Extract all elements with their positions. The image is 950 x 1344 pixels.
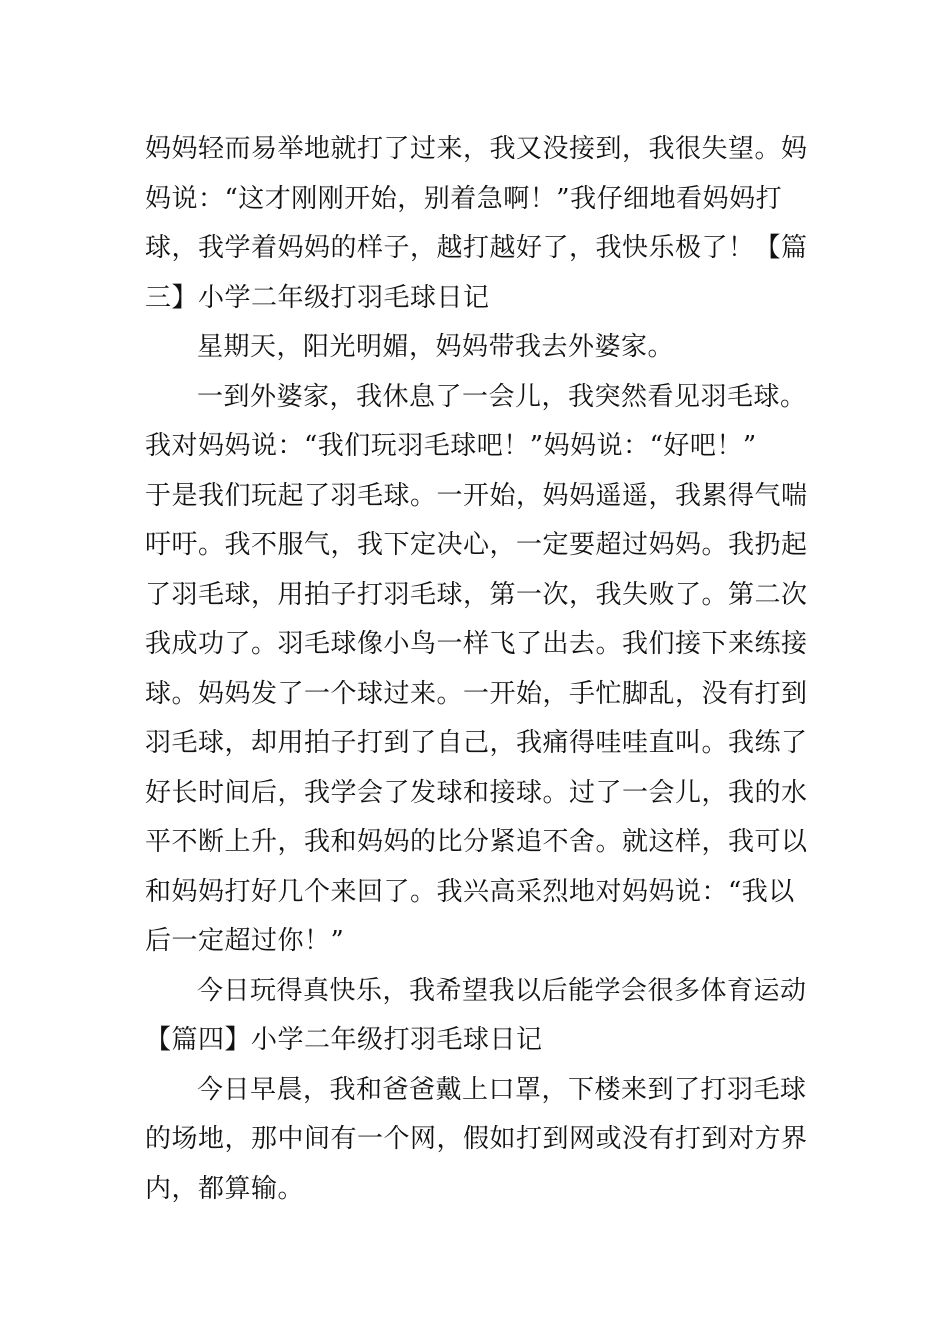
- text-line: 内，都算输。: [145, 1173, 305, 1204]
- text-line: 球。妈妈发了一个球过来。一开始，手忙脚乱，没有打到: [145, 678, 808, 709]
- body-text: [145, 125, 807, 1214]
- section-heading-line: 【篇四】小学二年级打羽毛球日记: [145, 1025, 543, 1055]
- text-line: 我对妈妈说：“我们玩羽毛球吧！”妈妈说：“好吧！”: [145, 431, 757, 461]
- text-line: 后一定超过你！”: [145, 926, 345, 956]
- paragraph-start-line: 一到外婆家，我休息了一会儿，我突然看见羽毛球。: [197, 381, 807, 412]
- text-line: 于是我们玩起了羽毛球。一开始，妈妈遥遥，我累得气喘: [145, 480, 808, 511]
- paragraph-start-line: 今日玩得真快乐，我希望我以后能学会很多体育运动: [197, 975, 807, 1006]
- text-line: 平不断上升，我和妈妈的比分紧追不舍。就这样，我可以: [145, 827, 808, 857]
- paragraph-start-line: 今日早晨，我和爸爸戴上口罩，下楼来到了打羽毛球: [197, 1074, 807, 1105]
- text-line: 球，我学着妈妈的样子，越打越好了，我快乐极了！【篇: [145, 233, 808, 263]
- text-line: 羽毛球，却用拍子打到了自己，我痛得哇哇直叫。我练了: [145, 728, 808, 758]
- text-line: 的场地，那中间有一个网，假如打到网或没有打到对方界: [145, 1124, 808, 1154]
- text-line: 吁吁。我不服气，我下定决心，一定要超过妈妈。我扔起: [145, 530, 808, 560]
- paragraph-start-line: 星期天，阳光明媚，妈妈带我去外婆家。: [197, 332, 675, 362]
- text-line: 妈说：“这才刚刚开始，别着急啊！”我仔细地看妈妈打: [145, 183, 783, 214]
- section-heading-line: 三】小学二年级打羽毛球日记: [145, 282, 490, 313]
- text-line: 好长时间后，我学会了发球和接球。过了一会儿，我的水: [145, 777, 808, 808]
- text-line: 和妈妈打好几个来回了。我兴高采烈地对妈妈说：“我以: [145, 876, 795, 907]
- text-line: 妈妈轻而易举地就打了过来，我又没接到，我很失望。妈: [145, 134, 808, 164]
- text-line: 我成功了。羽毛球像小鸟一样飞了出去。我们接下来练接: [145, 629, 808, 659]
- text-line: 了羽毛球，用拍子打羽毛球，第一次，我失败了。第二次: [145, 579, 808, 610]
